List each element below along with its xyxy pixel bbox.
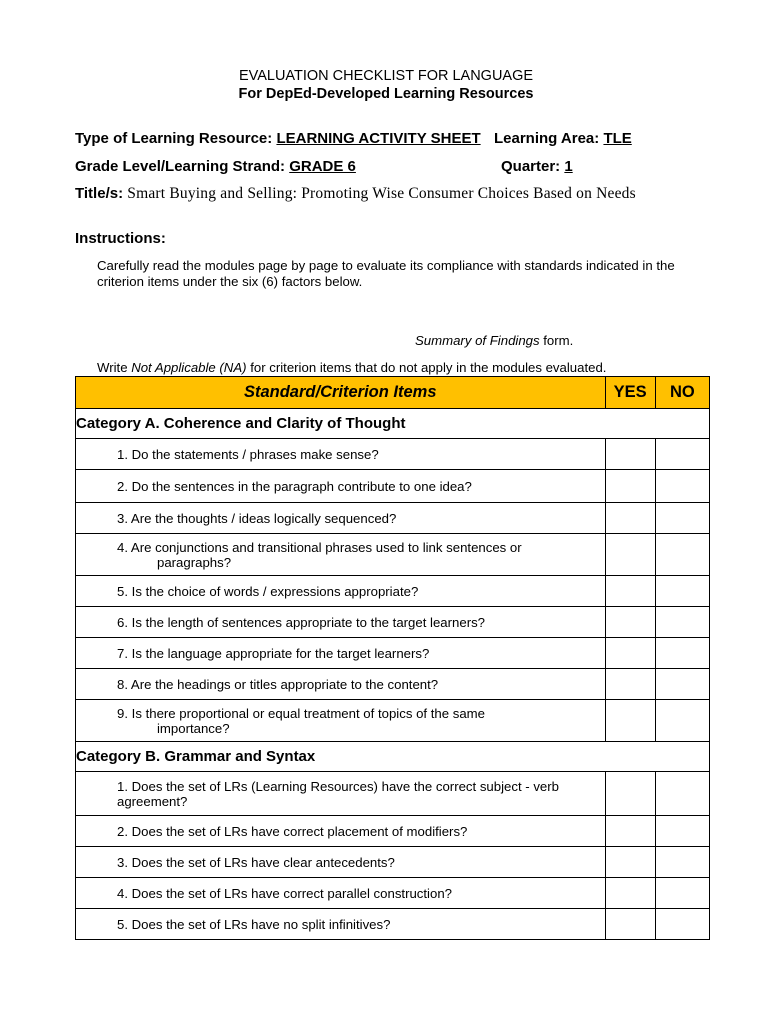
instructions-heading: Instructions: xyxy=(75,230,166,247)
title-row xyxy=(75,186,680,202)
table-row xyxy=(76,909,710,940)
table-row xyxy=(76,470,710,503)
table-row xyxy=(76,607,710,638)
document-subtitle: For DepEd-Developed Learning Resources xyxy=(238,86,534,102)
table-row xyxy=(76,669,710,700)
table-header-row xyxy=(76,377,710,409)
no-cell[interactable] xyxy=(655,878,709,909)
yes-cell[interactable] xyxy=(605,909,655,940)
criterion-text: 1. Do the statements / phrases make sense? xyxy=(76,439,606,470)
resource-type-label: Type of Learning Resource: xyxy=(75,130,277,147)
no-cell[interactable] xyxy=(655,576,709,607)
summary-italic: Summary of Findings xyxy=(415,333,540,348)
learning-area-label: Learning Area: xyxy=(493,130,604,147)
no-cell[interactable] xyxy=(655,700,709,742)
yes-cell[interactable] xyxy=(605,772,655,816)
no-cell[interactable] xyxy=(655,847,709,878)
yes-cell[interactable] xyxy=(605,470,655,503)
criterion-text: 3. Are the thoughts / ideas logically sequenced? xyxy=(76,503,606,534)
criterion-text: 3. Does the set of LRs have clear antecedents? xyxy=(76,847,606,878)
table-row xyxy=(76,503,710,534)
learning-area-value: TLE xyxy=(603,130,632,147)
resource-type-value: LEARNING ACTIVITY SHEET xyxy=(276,130,481,147)
grade-level-value: GRADE 6 xyxy=(289,158,356,175)
criterion-cell xyxy=(76,700,606,742)
criterion-text: 7. Is the language appropriate for the target learners? xyxy=(76,638,606,669)
table-row xyxy=(76,772,710,816)
na-post: for criterion items that do not apply in the modules evaluated. xyxy=(246,360,607,375)
na-italic: Not Applicable (NA) xyxy=(131,360,247,375)
yes-cell[interactable] xyxy=(605,700,655,742)
table-row xyxy=(76,700,710,742)
table-row xyxy=(76,534,710,576)
table-row xyxy=(76,878,710,909)
no-cell[interactable] xyxy=(655,534,709,576)
no-cell[interactable] xyxy=(655,772,709,816)
table-row xyxy=(76,576,710,607)
category-b-title: Category B. Grammar and Syntax xyxy=(76,742,710,772)
no-cell[interactable] xyxy=(655,909,709,940)
yes-cell[interactable] xyxy=(605,607,655,638)
table-row xyxy=(76,847,710,878)
instructions-paragraph: Carefully read the modules page by page to evaluate its compliance with standards indicated in the criterion items under the six (6) factors below. xyxy=(97,258,675,289)
category-row xyxy=(76,742,710,772)
criterion-cell xyxy=(76,534,606,576)
criterion-text: 1. Does the set of LRs (Learning Resources) have the correct subject - verb agreement? xyxy=(76,772,606,816)
standard-header: Standard/Criterion Items xyxy=(76,377,606,409)
no-cell[interactable] xyxy=(655,669,709,700)
criterion-text: 2. Does the set of LRs have correct placement of modifiers? xyxy=(76,816,606,847)
yes-cell[interactable] xyxy=(605,847,655,878)
criterion-text-continued: importance? xyxy=(157,720,230,736)
na-note xyxy=(97,360,709,376)
no-cell[interactable] xyxy=(655,607,709,638)
yes-cell[interactable] xyxy=(605,534,655,576)
yes-cell[interactable] xyxy=(605,503,655,534)
criterion-text: 5. Does the set of LRs have no split infinitives? xyxy=(76,909,606,940)
criterion-text: 6. Is the length of sentences appropriate to the target learners? xyxy=(76,607,606,638)
yes-cell[interactable] xyxy=(605,439,655,470)
summary-note xyxy=(415,333,715,349)
quarter-value: 1 xyxy=(564,158,573,175)
criterion-text-continued: paragraphs? xyxy=(157,554,232,570)
document-title: EVALUATION CHECKLIST FOR LANGUAGE xyxy=(238,68,534,84)
title-label: Title/s: xyxy=(75,185,128,202)
evaluation-checklist-table xyxy=(75,376,710,940)
criterion-text: 4. Are conjunctions and transitional phrases used to link sentences or xyxy=(117,539,522,555)
yes-header: YES xyxy=(605,377,655,409)
criterion-text: 8. Are the headings or titles appropriate to the content? xyxy=(76,669,606,700)
na-pre: Write xyxy=(97,360,132,375)
no-cell[interactable] xyxy=(655,816,709,847)
criterion-text: 2. Do the sentences in the paragraph contribute to one idea? xyxy=(76,470,606,503)
yes-cell[interactable] xyxy=(605,816,655,847)
table-row xyxy=(76,638,710,669)
no-cell[interactable] xyxy=(655,439,709,470)
grade-level-label-wrap xyxy=(75,158,356,175)
table-row xyxy=(76,439,710,470)
summary-rest: form. xyxy=(539,333,574,348)
criterion-text: 4. Does the set of LRs have correct parallel construction? xyxy=(76,878,606,909)
category-a-title: Category A. Coherence and Clarity of Thought xyxy=(76,409,710,439)
criterion-text: 5. Is the choice of words / expressions appropriate? xyxy=(76,576,606,607)
no-cell[interactable] xyxy=(655,638,709,669)
no-cell[interactable] xyxy=(655,470,709,503)
yes-cell[interactable] xyxy=(605,576,655,607)
quarter-wrap xyxy=(501,158,573,175)
no-header: NO xyxy=(655,377,709,409)
quarter-label: Quarter: xyxy=(501,158,565,175)
category-row xyxy=(76,409,710,439)
yes-cell[interactable] xyxy=(605,669,655,700)
resource-type-row xyxy=(75,130,632,147)
criterion-text: 9. Is there proportional or equal treatment of topics of the same xyxy=(117,705,485,721)
title-value: Smart Buying and Selling: Promoting Wise Consumer Choices Based on Needs xyxy=(127,185,636,202)
table-row xyxy=(76,816,710,847)
grade-level-label: Grade Level/Learning Strand: xyxy=(75,158,290,175)
yes-cell[interactable] xyxy=(605,638,655,669)
no-cell[interactable] xyxy=(655,503,709,534)
yes-cell[interactable] xyxy=(605,878,655,909)
